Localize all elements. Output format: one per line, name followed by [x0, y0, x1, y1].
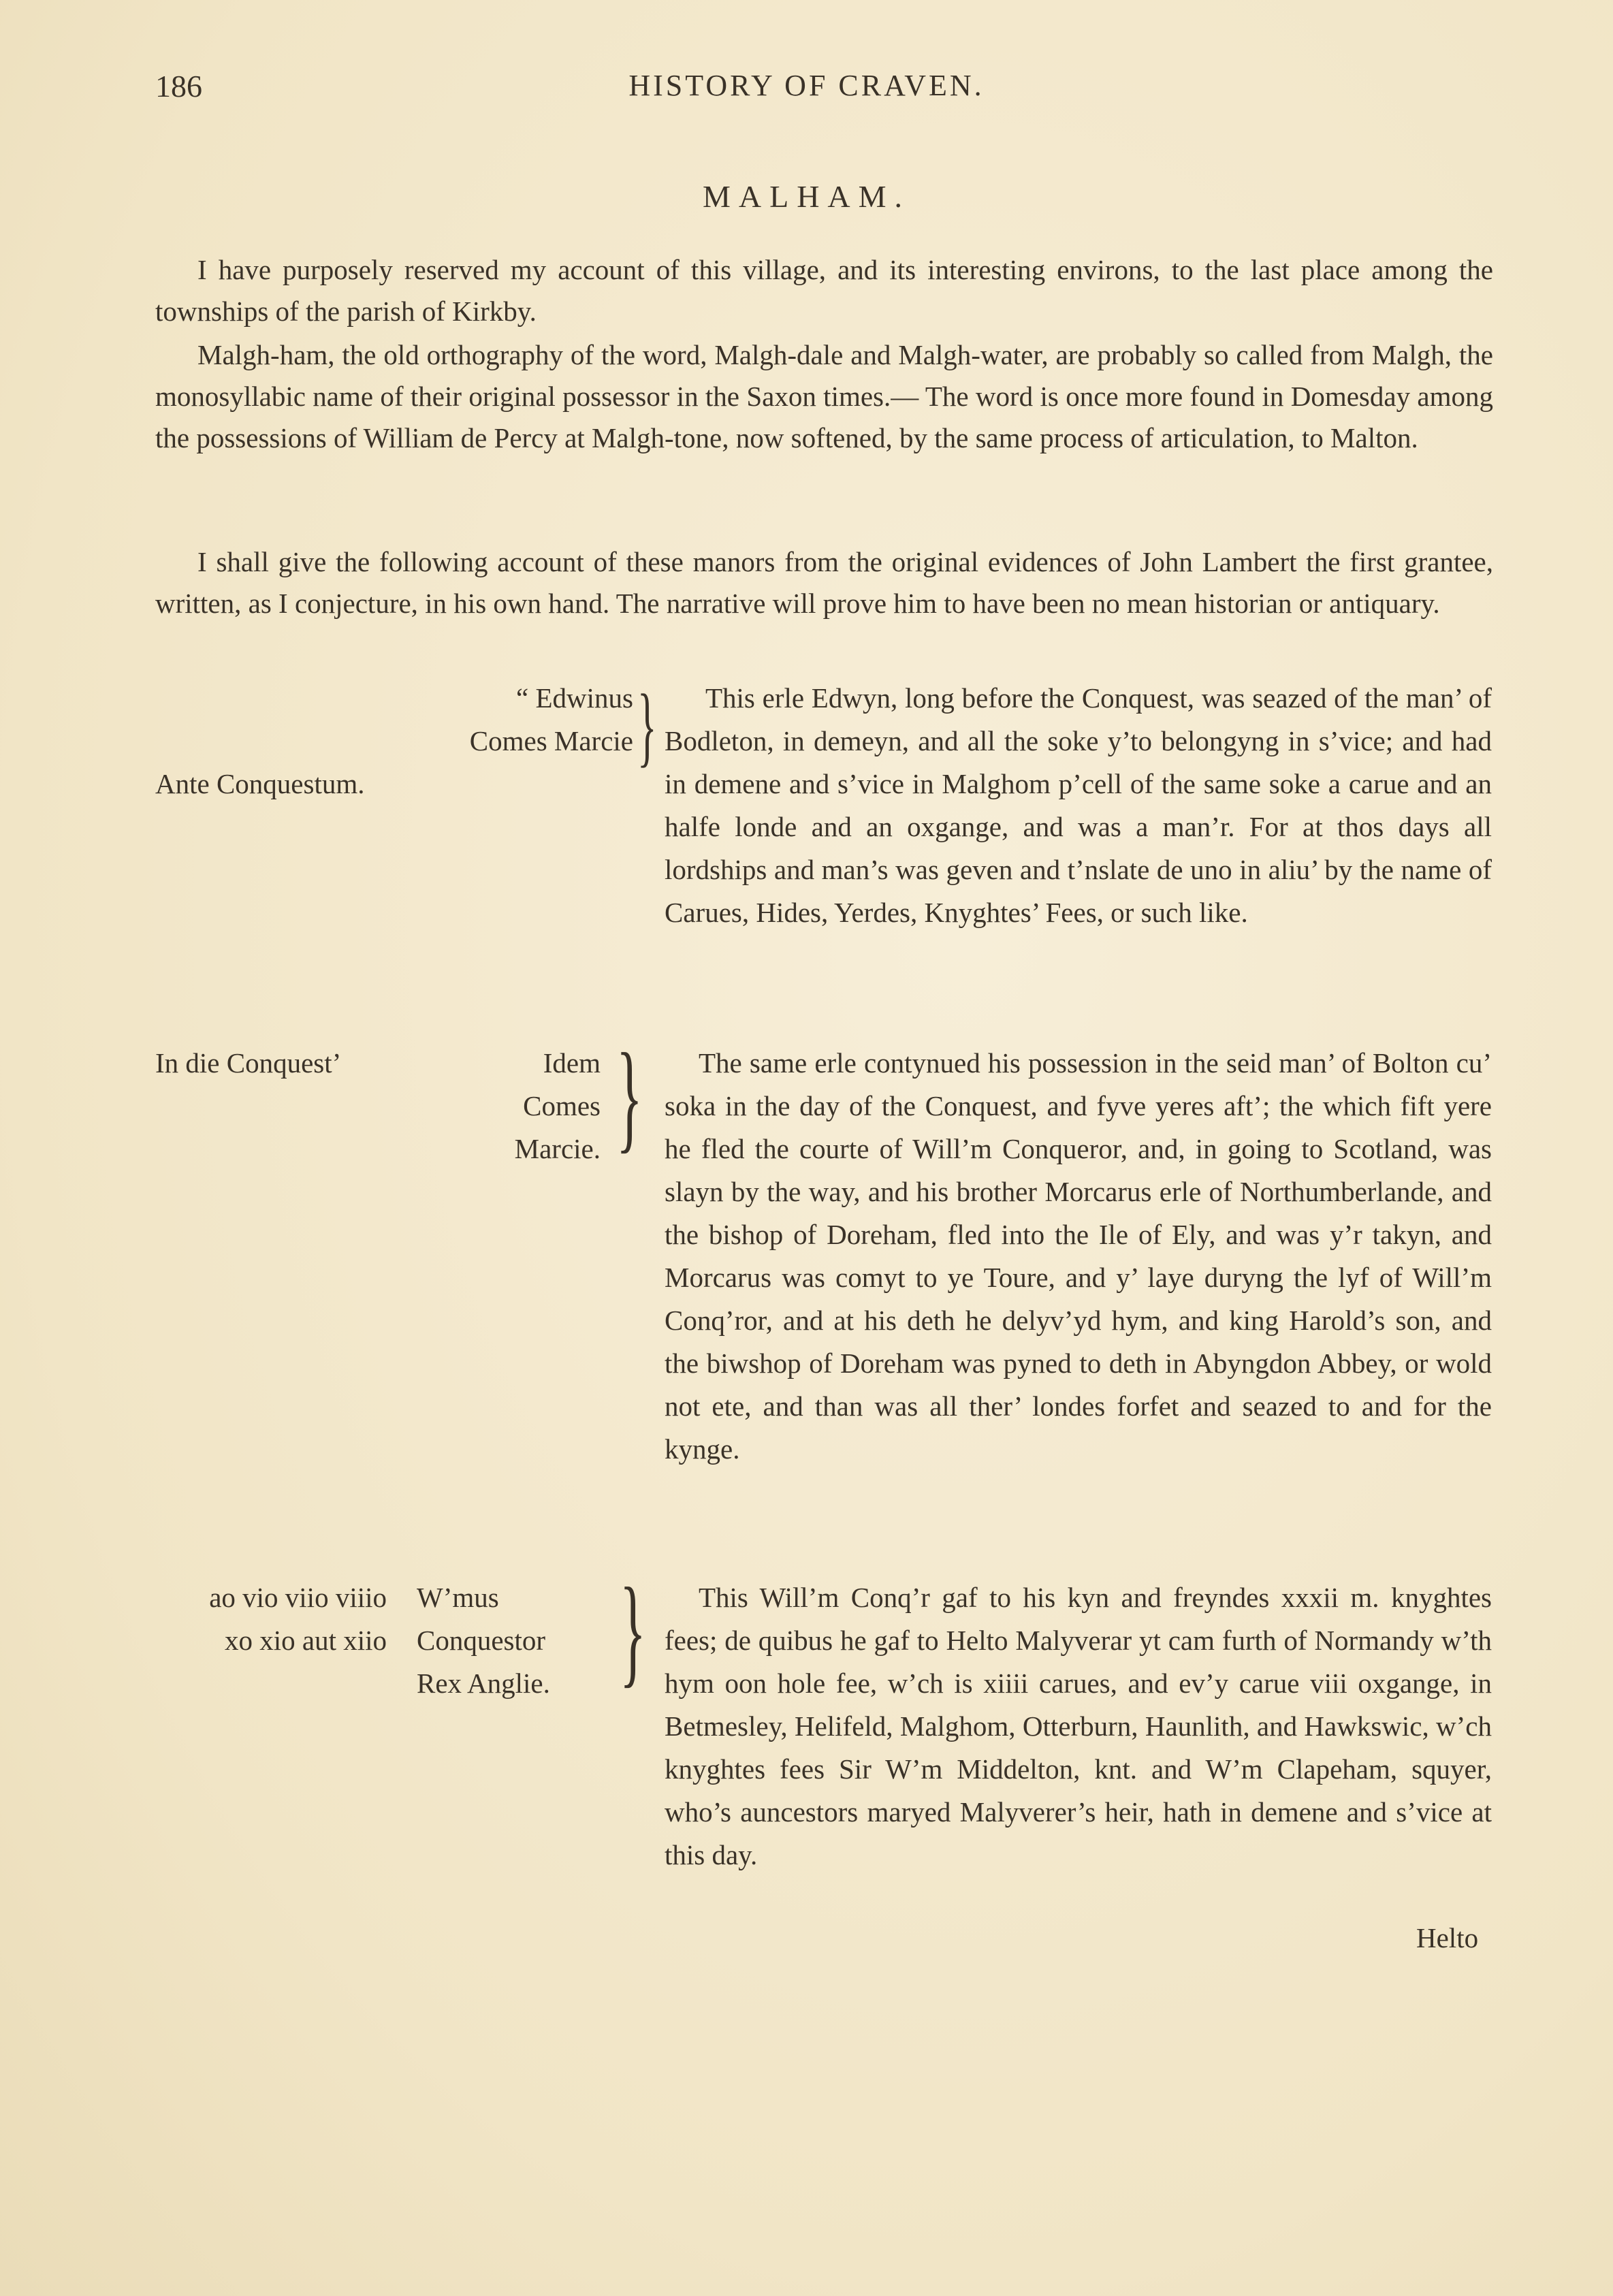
name-line: “ Edwinus	[516, 682, 633, 714]
margin-note-line: ao vio viio viiio	[209, 1582, 387, 1613]
paragraph-evidences: I shall give the following account of these manors from the original evidences of John Lambert the first grantee, written, as I conjecture, in his own hand. The narrative will prove him to have been no mean historian or antiquary.	[155, 546, 1493, 619]
margin-note-in-die-conquest: In die Conquest’	[155, 1047, 342, 1079]
page-number: 186	[155, 69, 202, 103]
name-line: Comes Marcie	[469, 725, 633, 756]
running-head: HISTORY OF CRAVEN.	[628, 69, 985, 102]
name-line: Marcie.	[514, 1133, 601, 1164]
name-line: Idem	[543, 1047, 601, 1079]
name-line: W’mus	[417, 1582, 499, 1613]
entry-names	[381, 677, 633, 763]
entry-names	[417, 1576, 614, 1705]
paragraph-intro: I have purposely reserved my account of this village, and its interesting environs, to the last place among the townships of the parish of Kirkby.	[155, 254, 1493, 327]
margin-note-ante-conquestum: Ante Conquestum.	[155, 768, 365, 799]
entry-text: This Will’m Conq’r gaf to his kyn and freyndes xxxii m. knyghtes fees; de quibus he gaf to Helto Malyverar yt cam furth of Normandy w’th hym oon hole fee, w’ch is xiiii carues, and ev’y carue viii oxgange, in Betmesley, Helifeld, Malghom, Otterburn, Haunlith, and Hawkswic, w’ch knyghtes fees Sir W’m Middelton, knt. and W’m Clapeham, squyer, who’s auncestors maryed Malyverer’s heir, hath in demene and s’vice at this day.	[665, 1582, 1492, 1870]
name-line: Rex Anglie.	[417, 1668, 550, 1699]
name-line: Comes	[523, 1090, 601, 1121]
margin-note-regnal-years	[155, 1576, 387, 1662]
entry-text: The same erle contynued his possession in the seid man’ of Bolton cu’ soka in the day of the Conquest, and fyve yeres aft’; the which fift yere he fled the courte of Will’m Conqueror, and, in going to Scotland, was slayn by the way, and his brother Morcarus erle of Northumberlande, and the bishop of Doreham, fled into the Ile of Ely, and was y’r takyn, and Morcarus was comyt to ye Toure, and y’ laye duryng the lyf of Will’m Conq’ror, and at his deth he delyv’yd hym, and king Harold’s son, and the biwshop of Doreham was pyned to deth in Abyngdon Abbey, or wold not ete, and than was all ther’ londes forfet and seazed to and for the kynge.	[665, 1047, 1492, 1465]
brace: }	[620, 1563, 646, 1698]
paragraph-etymology: Malgh-ham, the old orthography of the word, Malgh-dale and Malgh-water, are probably so called from Malgh, the monosyllabic name of their original possessor in the Saxon times.— The word is once more found in Domesday among the possessions of William de Percy at Malgh-tone, now softened, by the same process of articulation, to Malton.	[155, 339, 1493, 453]
entry-text: This erle Edwyn, long before the Conquest, was seazed of the man’ of Bodleton, in demeyn, and all the soke y’to belongyng in s’vice; and had in demene and s’vice in Malghom p’cell of the same soke a carue and an halfe londe and an oxgange, and was a man’r. For at thos days all lordships and man’s was geven and t’nslate de uno in aliu’ by the name of Carues, Hides, Yerdes, Knyghtes’ Fees, or such like.	[665, 682, 1492, 928]
catchword: Helto	[1416, 1922, 1479, 1954]
brace: }	[616, 1028, 643, 1164]
section-title: MALHAM.	[702, 179, 911, 214]
margin-note-line: xo xio aut xiio	[224, 1625, 387, 1656]
name-line: Conquestor	[417, 1625, 546, 1656]
brace: }	[637, 675, 657, 776]
entry-names	[409, 1042, 601, 1170]
